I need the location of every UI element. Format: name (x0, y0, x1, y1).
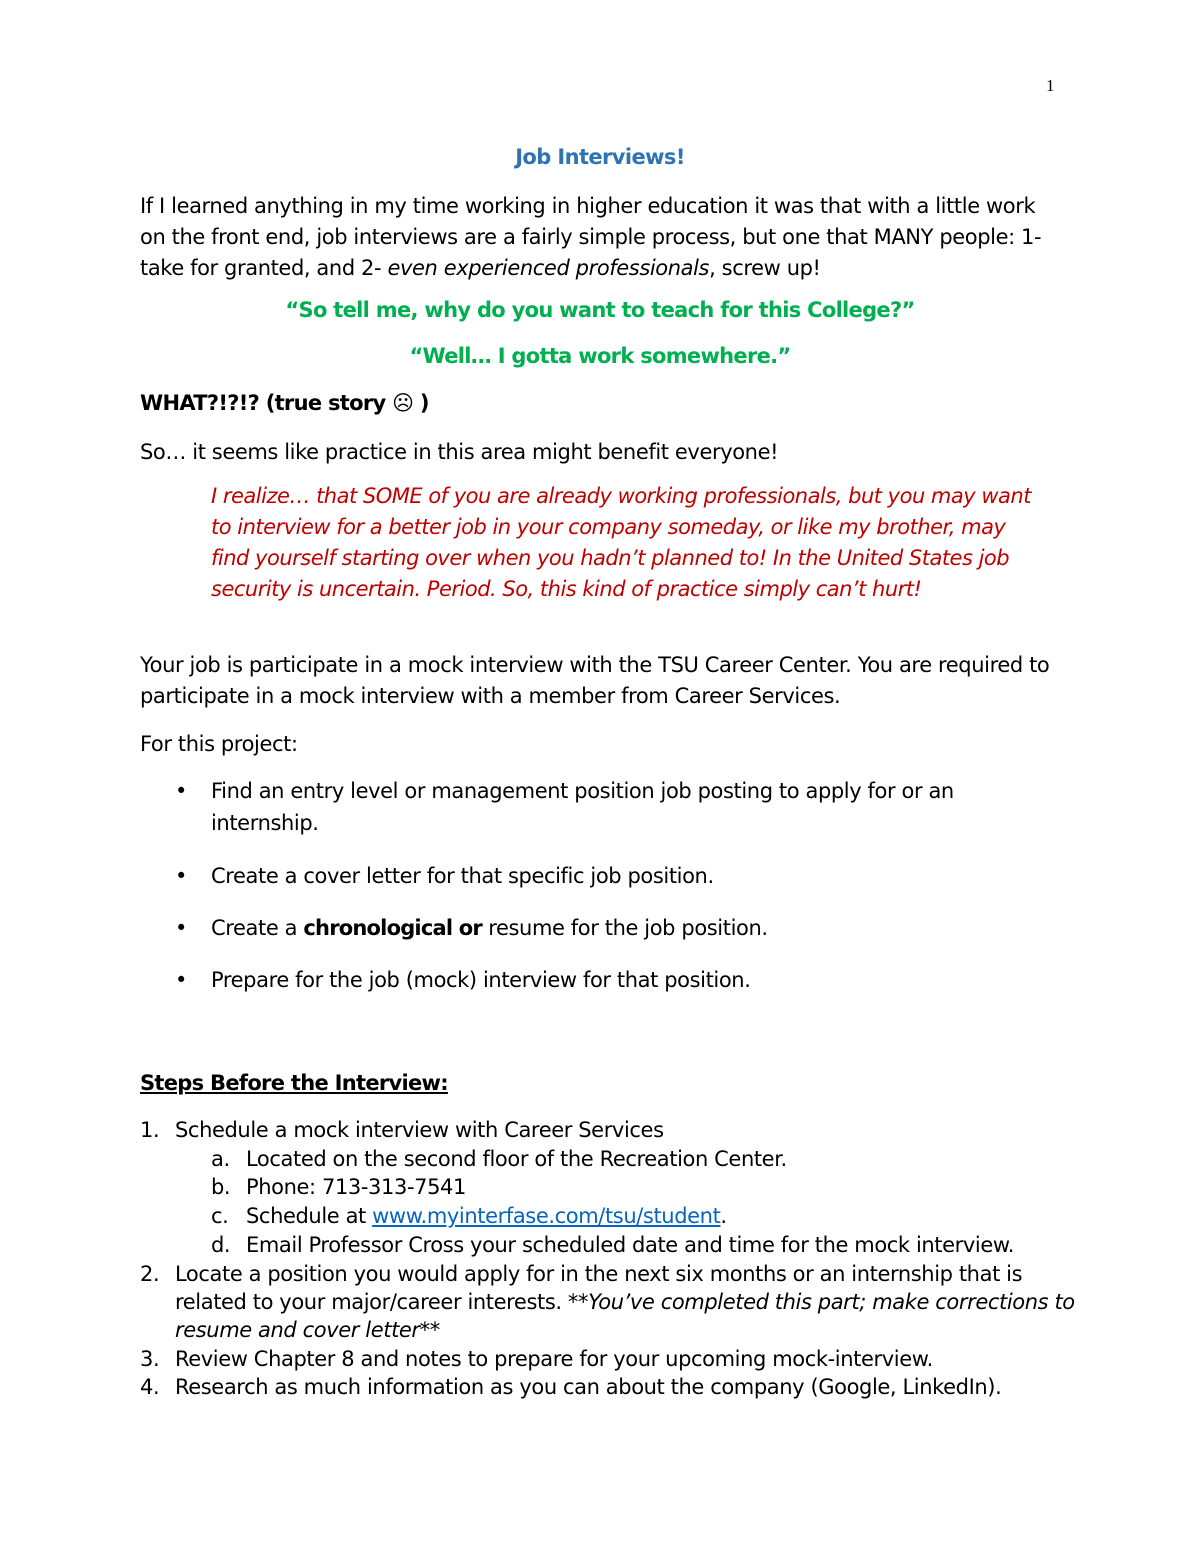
steps-heading: Steps Before the Interview: (140, 1071, 448, 1095)
substep-marker: a. (211, 1147, 230, 1171)
bullet-dot-icon: • (175, 864, 187, 888)
practice-line: So… it seems like practice in this area might benefit everyone! (140, 440, 779, 464)
step-marker: 1. (140, 1118, 160, 1142)
substep-marker: b. (211, 1175, 231, 1199)
step-text: Research as much information as you can about the company (Google, LinkedIn). (175, 1375, 1002, 1399)
substep-text (246, 1202, 1076, 1230)
instructor-note: I realize… that SOME of you are already working professionals, but you may want to interview for a better job in your company someday, or like my brother, may find yourself starting over when you hadn’t planned to! In the United States job security is uncertain. Period. So, this kind of practice simply can’t hurt! (211, 484, 1031, 601)
substep-marker: c. (211, 1204, 229, 1228)
project-intro: For this project: (140, 732, 298, 756)
bullet-text: Prepare for the job (mock) interview for that position. (211, 968, 751, 992)
intro-text-1: If I learned anything in my time working in higher education it was that with a little work on the front end, job interviews are a fairly simple process, but one that MANY people: 1- take for granted, and 2- (140, 194, 1042, 280)
bullet-text: Find an entry level or management position job posting to apply for or an internship. (211, 779, 954, 835)
intro-text-2: , screw up! (709, 256, 821, 280)
intro-italic: even experienced professionals (387, 256, 710, 280)
bullet-text: Create a cover letter for that specific job position. (211, 864, 714, 888)
step-text: Review Chapter 8 and notes to prepare for your upcoming mock-interview. (175, 1347, 933, 1371)
bullet-text-bold: chronological or (303, 916, 482, 940)
substep-text: Located on the second floor of the Recreation Center. (246, 1147, 787, 1171)
step-marker: 3. (140, 1347, 160, 1371)
page-title: Job Interviews! (515, 145, 685, 169)
substep-text: Email Professor Cross your scheduled date and time for the mock interview. (246, 1233, 1015, 1257)
substep-text: Phone: 713-313-7541 (246, 1175, 466, 1199)
bullet-dot-icon: • (175, 916, 187, 940)
step-marker: 4. (140, 1375, 160, 1399)
step-text: Schedule a mock interview with Career Services (175, 1118, 664, 1142)
bullet-dot-icon: • (175, 968, 187, 992)
bullet-dot-icon: • (175, 779, 187, 803)
bullet-text-post: resume for the job position. (481, 916, 768, 940)
step-text-italic: **You’ve completed this part; make corrections to resume and cover letter** (175, 1290, 1075, 1342)
bullet-text-pre: Create a (211, 916, 304, 940)
step-text (175, 1260, 1075, 1344)
substep-marker: d. (211, 1233, 231, 1257)
substep-text-pre: Schedule at (246, 1204, 373, 1228)
quote-question: “So tell me, why do you want to teach for this College?” (285, 298, 915, 322)
job-paragraph: Your job is participate in a mock interview with the TSU Career Center. You are required to participate in a mock interview with a member from Career Services. (140, 653, 1050, 708)
exclamation-line: WHAT?!?!? (true story ☹ ) (140, 391, 429, 415)
intro-paragraph (140, 191, 1065, 284)
substep-text-post: . (720, 1204, 727, 1228)
page-number: 1 (1046, 76, 1055, 95)
bullet-text (211, 912, 1051, 944)
quote-answer: “Well… I gotta work somewhere.” (409, 344, 791, 368)
step-text-main: Locate a position you would apply for in the next six months or an internship that is related to your major/career interests. (175, 1262, 1023, 1314)
step-marker: 2. (140, 1262, 160, 1286)
schedule-link[interactable]: www.myinterfase.com/tsu/student (372, 1204, 721, 1228)
